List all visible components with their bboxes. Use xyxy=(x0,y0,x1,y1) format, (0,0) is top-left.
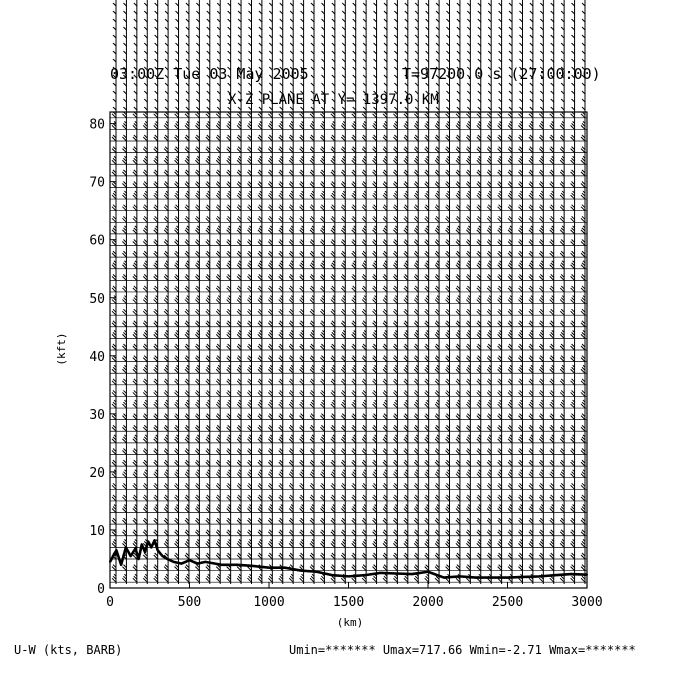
terrain-point xyxy=(268,567,270,569)
barb-flags xyxy=(175,3,179,582)
barb-flags xyxy=(154,3,158,582)
terrain-point xyxy=(475,577,477,579)
barb-flags xyxy=(529,3,533,582)
terrain-point xyxy=(300,570,302,572)
terrain-point xyxy=(220,564,222,566)
axes xyxy=(89,112,602,610)
terrain-point xyxy=(141,543,143,545)
terrain-point xyxy=(204,561,206,563)
terrain-point xyxy=(459,575,461,577)
terrain-point xyxy=(154,539,156,541)
x-tick-label: 500 xyxy=(177,595,202,610)
terrain-point xyxy=(166,558,168,560)
barb-flags xyxy=(164,3,168,582)
field-label: U-W (kts, BARB) xyxy=(14,643,123,657)
terrain-point xyxy=(125,546,127,548)
x-tick-label: 3000 xyxy=(571,595,603,610)
barb-flags xyxy=(539,3,543,582)
barb-flags xyxy=(268,3,272,582)
barb-flags xyxy=(466,3,470,582)
barb-flags xyxy=(112,3,116,582)
barb-flags xyxy=(195,3,199,582)
barb-flags xyxy=(133,3,137,582)
barb-flags xyxy=(435,3,439,582)
terrain-point xyxy=(196,563,198,565)
barb-flags xyxy=(185,3,189,582)
barb-flags xyxy=(414,3,418,582)
terrain-point xyxy=(284,567,286,569)
barb-flags xyxy=(216,3,220,582)
terrain-point xyxy=(147,541,149,543)
terrain-point xyxy=(363,574,365,576)
barb-flags xyxy=(320,3,324,582)
terrain-point xyxy=(189,559,191,561)
barb-flags xyxy=(258,3,262,582)
x-tick-label: 2000 xyxy=(412,595,444,610)
y-tick-label: 20 xyxy=(89,465,105,481)
barb-flags xyxy=(331,3,335,582)
barb-flags xyxy=(310,3,314,582)
barb-flags xyxy=(425,3,429,582)
plane-label: X-Z PLANE AT Y= 1397.0 KM xyxy=(228,92,439,108)
y-tick-label: 50 xyxy=(89,291,105,307)
terrain-point xyxy=(348,575,350,577)
terrain-point xyxy=(507,577,509,579)
terrain-point xyxy=(144,551,146,553)
terrain-point xyxy=(157,549,159,551)
barb-flags xyxy=(518,3,522,582)
terrain-point xyxy=(173,561,175,563)
barb-flags xyxy=(477,3,481,582)
terrain-point xyxy=(115,549,117,551)
terrain-point xyxy=(570,573,572,575)
x-tick-label: 0 xyxy=(106,595,114,610)
y-tick-label: 10 xyxy=(89,523,105,539)
terrain-point xyxy=(252,565,254,567)
barb-flags xyxy=(581,3,585,582)
x-tick-label: 1000 xyxy=(253,595,285,610)
terrain-point xyxy=(150,546,152,548)
timestep-label: T=97200.0 s (27:00:00) xyxy=(402,65,601,83)
barb-flags xyxy=(352,3,356,582)
barb-flags xyxy=(227,3,231,582)
terrain-point xyxy=(130,555,132,557)
barb-flags xyxy=(289,3,293,582)
y-tick-label: 60 xyxy=(89,233,105,249)
y-tick-label: 30 xyxy=(89,407,105,423)
barb-flags xyxy=(300,3,304,582)
barb-flags xyxy=(404,3,408,582)
barb-flags xyxy=(279,3,283,582)
barb-flags xyxy=(237,3,241,582)
barb-flags xyxy=(550,3,554,582)
terrain-point xyxy=(411,573,413,575)
barb-flags xyxy=(571,3,575,582)
terrain-point xyxy=(443,577,445,579)
terrain-point xyxy=(138,558,140,560)
terrain-point xyxy=(120,564,122,566)
barb-flags xyxy=(122,3,126,582)
terrain-point xyxy=(332,574,334,576)
barb-flags xyxy=(498,3,502,582)
barb-flags xyxy=(560,3,564,582)
time-label: 03:00Z Tue 03 May 2005 xyxy=(110,65,309,83)
y-tick-label: 70 xyxy=(89,175,105,191)
terrain-point xyxy=(538,575,540,577)
y-axis-label: (kft) xyxy=(55,332,68,366)
barb-flags xyxy=(341,3,345,582)
barb-flags xyxy=(456,3,460,582)
x-axis-label: (km) xyxy=(336,616,364,629)
barb-flags xyxy=(487,3,491,582)
terrain-point xyxy=(134,548,136,550)
terrain-point xyxy=(236,564,238,566)
terrain-point xyxy=(379,572,381,574)
terrain-point xyxy=(491,577,493,579)
x-tick-label: 2500 xyxy=(491,595,524,610)
y-tick-label: 80 xyxy=(89,117,105,133)
terrain-point xyxy=(554,574,556,576)
barb-flags xyxy=(362,3,366,582)
gridlines xyxy=(110,118,587,582)
y-tick-label: 0 xyxy=(97,582,105,597)
terrain-point xyxy=(427,571,429,573)
barb-flags xyxy=(373,3,377,582)
x-tick-label: 1500 xyxy=(332,595,365,610)
barb-flags xyxy=(247,3,251,582)
stats-label: Umin=******* Umax=717.66 Wmin=-2.71 Wmax=******* xyxy=(289,643,636,657)
barb-flags xyxy=(446,3,450,582)
terrain-point xyxy=(181,563,183,565)
barb-flags xyxy=(393,3,397,582)
barb-flags xyxy=(206,3,210,582)
y-tick-label: 40 xyxy=(89,349,105,365)
barb-flags xyxy=(143,3,147,582)
terrain-point xyxy=(161,555,163,557)
terrain-point xyxy=(316,571,318,573)
terrain-point xyxy=(395,572,397,574)
terrain-point xyxy=(522,576,524,578)
barb-flags xyxy=(383,3,387,582)
barb-flags xyxy=(508,3,512,582)
